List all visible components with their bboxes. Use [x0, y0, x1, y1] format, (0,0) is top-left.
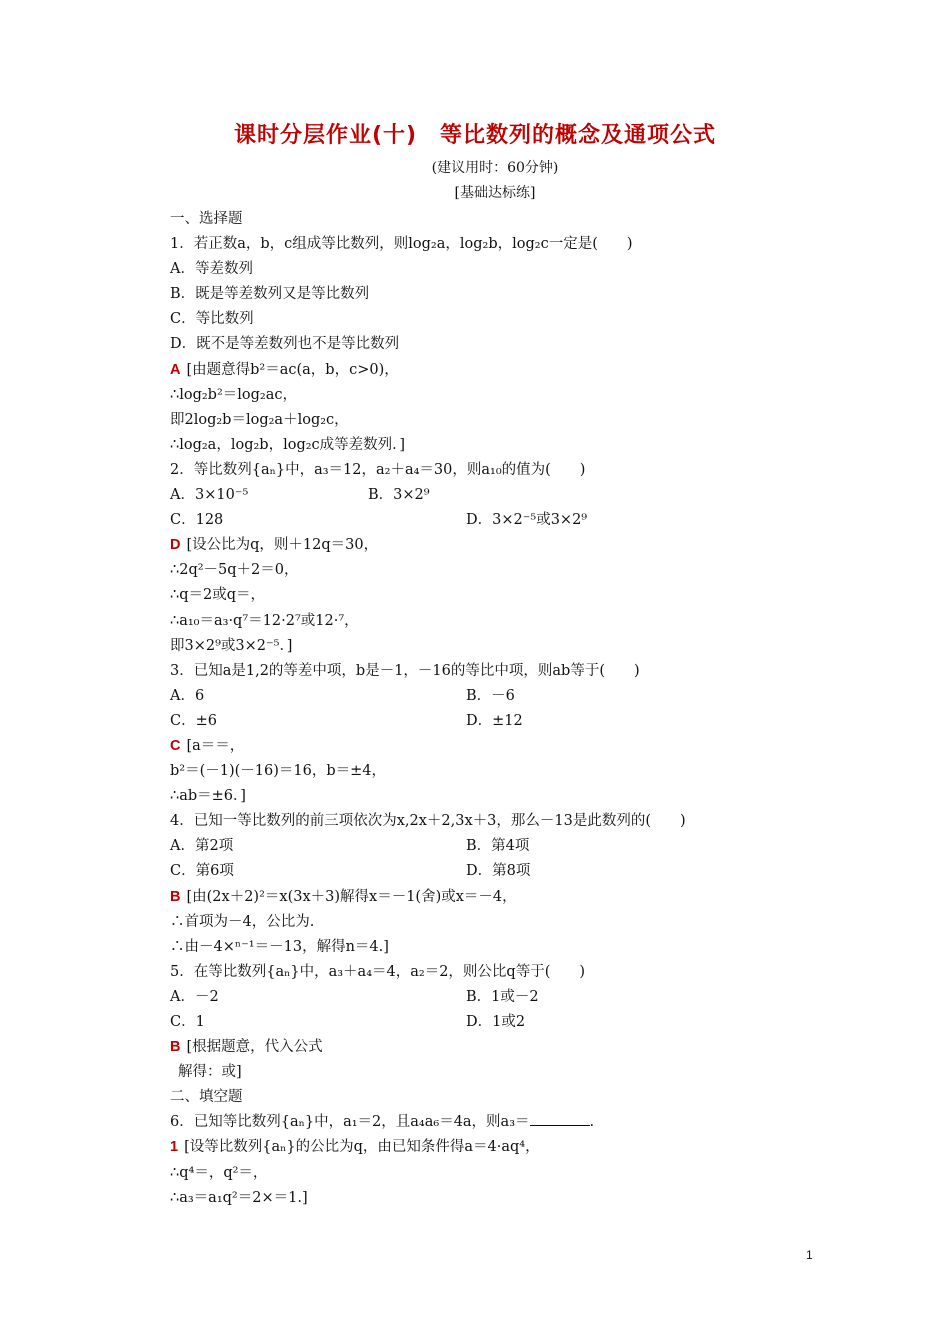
text-line: ∴q＝2或q＝，: [170, 587, 266, 604]
option-left: C．第6项: [170, 863, 234, 880]
option-right: D．第8项: [466, 863, 531, 880]
text-line: 即3×2⁹或3×2⁻⁵．]: [170, 637, 293, 654]
question-end: .: [589, 1114, 595, 1131]
option-left: C．±6: [170, 712, 217, 729]
text-line: 1．若正数a，b，c组成等比数列，则log₂a，log₂b，log₂c一定是( ): [170, 236, 633, 253]
answer-key: C: [170, 737, 181, 754]
text-line: 即2log₂b＝log₂a＋log₂c，: [170, 411, 349, 428]
answer-line: [170, 358, 790, 383]
option-right: B．－6: [466, 687, 515, 704]
question-text: 6．已知等比数列{aₙ}中，a₁＝2，且a₄a₆＝4a，则a₃＝: [170, 1114, 530, 1131]
text-line: ∴a₃＝a₁q²＝2×＝1.]: [170, 1189, 308, 1206]
time-hint: (建议用时：60分钟): [431, 160, 559, 176]
text-line: ∴log₂a，log₂b，log₂c成等差数列．]: [170, 436, 406, 453]
text-line: 解得：或]: [178, 1064, 242, 1081]
section-tag: [基础达标练]: [454, 185, 536, 201]
answer-text: [根据题意，代入公式: [186, 1039, 323, 1056]
answer-line: [170, 1135, 790, 1160]
option-left: A．－2: [170, 988, 219, 1005]
text-line: C．等比数列: [170, 311, 254, 328]
option-left: A．6: [170, 687, 205, 704]
text-line: ∴2q²－5q＋2＝0，: [170, 562, 299, 579]
text-line: ∴由－4×ⁿ⁻¹＝－13，解得n＝4.]: [170, 938, 389, 955]
question-line: [170, 1110, 790, 1135]
option-row: [170, 709, 790, 734]
text-line: 3．已知a是1,2的等差中项，b是－1，－16的等比中项，则ab等于( ): [170, 662, 640, 679]
text-line: ∴log₂b²＝log₂ac，: [170, 386, 298, 403]
option-row: [170, 834, 790, 859]
answer-line: [170, 734, 790, 759]
answer-text: [由题意得b²＝ac(a，b，c>0)，: [186, 361, 399, 378]
answer-key: A: [170, 361, 181, 378]
option-right: D．1或2: [466, 1014, 526, 1030]
option-row: [170, 985, 790, 1010]
text-line: 2．等比数列{aₙ}中，a₃＝12，a₂＋a₄＝30，则a₁₀的值为( ): [170, 461, 586, 478]
option-row: [170, 508, 790, 533]
answer-text: [设公比为q，则＋12q＝30，: [186, 537, 379, 554]
answer-text: [a＝＝，: [186, 737, 245, 754]
page-title: 课时分层作业(十) 等比数列的概念及通项公式: [233, 123, 717, 148]
option-row: [170, 1010, 790, 1035]
option-row: [170, 483, 790, 508]
text-line: ∴ab＝±6．]: [170, 788, 246, 805]
text-line: ∴首项为－4，公比为.: [170, 913, 315, 930]
answer-text: [由(2x＋2)²＝x(3x＋3)解得x＝－1(舍)或x＝－4，: [186, 888, 517, 905]
option-right: B．3×2⁹: [368, 487, 430, 504]
option-row: [170, 684, 790, 709]
option-right: B．1或－2: [466, 988, 539, 1005]
text-line: ∴a₁₀＝a₃·q⁷＝12·2⁷或12·⁷，: [170, 612, 359, 629]
answer-key: B: [170, 1039, 181, 1056]
text-line: 4．已知一等比数列的前三项依次为x,2x＋2,3x＋3，那么－13是此数列的( ): [170, 813, 686, 830]
text-line: ∴q⁴＝，q²＝，: [170, 1164, 268, 1181]
exercise-content: [170, 207, 790, 1211]
text-line: 一、选择题: [170, 211, 243, 227]
option-row: [170, 859, 790, 884]
answer-key: B: [170, 888, 181, 905]
option-right: D．3×2⁻⁵或3×2⁹: [466, 512, 588, 529]
text-line: 二、填空题: [170, 1089, 243, 1106]
option-left: C．128: [170, 512, 224, 529]
text-line: b²＝(－1)(－16)＝16，b＝±4，: [170, 763, 387, 780]
answer-text: [设等比数列{aₙ}的公比为q，由已知条件得a＝4·aq⁴，: [184, 1139, 540, 1156]
text-line: D．既不是等差数列也不是等比数列: [170, 336, 400, 353]
answer-line: [170, 885, 790, 910]
option-left: A．第2项: [170, 838, 234, 855]
answer-key: D: [170, 537, 181, 554]
option-right: D．±12: [466, 712, 523, 729]
option-left: A．3×10⁻⁵: [170, 487, 249, 504]
answer-key: 1: [170, 1139, 179, 1156]
text-line: 5．在等比数列{aₙ}中，a₃＋a₄＝4，a₂＝2，则公比q等于( ): [170, 963, 586, 980]
text-line: A．等差数列: [170, 261, 253, 278]
option-right: B．第4项: [466, 838, 530, 855]
answer-line: [170, 1035, 790, 1060]
text-line: B．既是等差数列又是等比数列: [170, 286, 370, 303]
answer-blank: [530, 1111, 590, 1126]
answer-line: [170, 533, 790, 558]
option-left: C．1: [170, 1014, 205, 1030]
page-number: 1: [806, 1248, 813, 1262]
